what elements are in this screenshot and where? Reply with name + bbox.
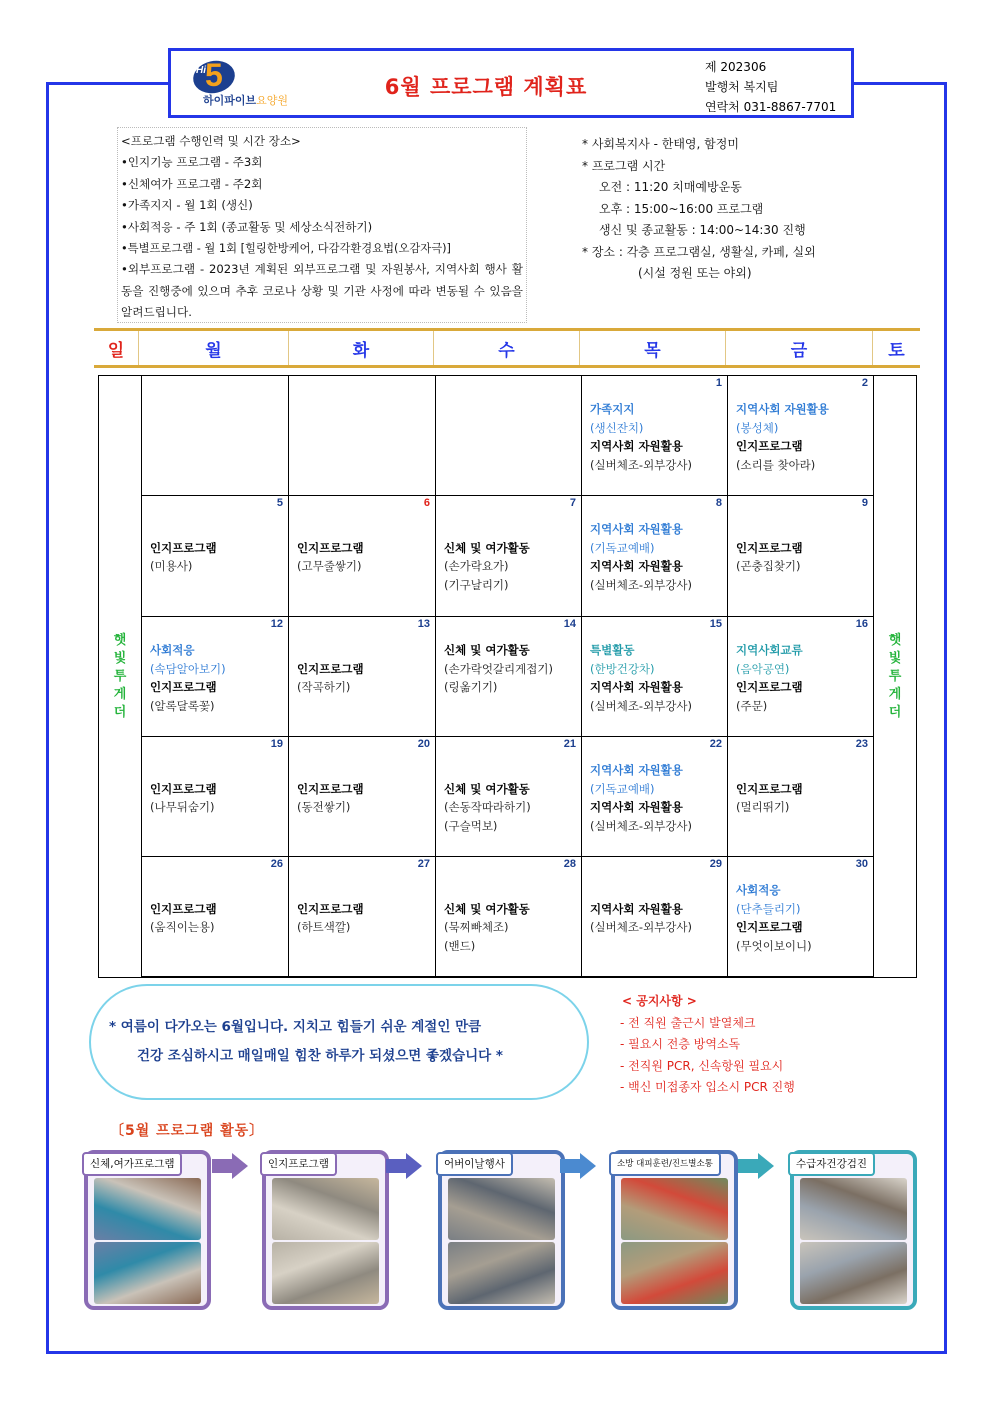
calendar-day-cell bbox=[289, 737, 436, 857]
program-detail: (밴드) bbox=[444, 938, 476, 953]
activity-photo bbox=[94, 1242, 201, 1304]
program-detail: (나무뒤숨기) bbox=[150, 800, 215, 814]
activity-photo bbox=[448, 1178, 555, 1240]
program-detail: (손가락엇갈리게접기) bbox=[444, 661, 553, 676]
program-name: 지역사회 자원활용 bbox=[590, 800, 683, 814]
activity-card bbox=[84, 1150, 211, 1310]
external-program-note: •외부프로그램 - 2023년 계획된 외부프로그램 및 자원봉사, 지역사회 행사 활동을 진행중에 있으며 추후 코로나 상황 및 기관 사정에 따라 변동될 수 있음을 알려드립니다. bbox=[121, 262, 523, 320]
calendar-day-cell bbox=[142, 496, 289, 617]
doc-publisher: 발행처 복지팀 bbox=[705, 80, 779, 94]
program-detail bbox=[736, 761, 873, 780]
program-detail: (소리를 찾아라) bbox=[736, 457, 816, 472]
program-detail: (멀리뛰기) bbox=[736, 800, 790, 814]
logo-name: 하이파이브 bbox=[203, 94, 257, 107]
program-detail bbox=[444, 761, 581, 780]
program-detail: (생신잔치) bbox=[590, 420, 644, 435]
calendar-day-cell bbox=[582, 496, 728, 617]
program-detail bbox=[736, 520, 873, 539]
program-detail: (링옮기기) bbox=[444, 680, 498, 694]
program-detail: (하트색깔) bbox=[297, 920, 351, 934]
program-detail: (구슬먹보) bbox=[444, 818, 498, 833]
side-label-char: 햇 bbox=[113, 632, 127, 648]
staffing-info bbox=[117, 127, 527, 323]
activity-card bbox=[790, 1150, 917, 1310]
program-name: 지역사회 자원활용 bbox=[590, 522, 683, 536]
program-detail: (묵찌빠체조) bbox=[444, 920, 509, 934]
program-name: 지역사회 자원활용 bbox=[590, 763, 683, 777]
weekday-sun: 일 bbox=[94, 331, 139, 365]
program-detail: (실버체조-외부강사) bbox=[590, 818, 692, 833]
arrow-right-icon bbox=[560, 1153, 598, 1179]
staffing-item: •사회적응 - 주 1회 (종교활동 및 세상소식전하기) bbox=[121, 219, 373, 234]
calendar-day-cell bbox=[582, 737, 728, 857]
day-number: 1 bbox=[715, 377, 722, 389]
notice-item: - 전직원 PCR, 신속항원 필요시 bbox=[620, 1058, 784, 1073]
weekday-thu: 목 bbox=[580, 331, 726, 365]
message-line-1: * 여름이 다가오는 6월입니다. 지치고 힘들기 쉬운 계절인 만큼 bbox=[109, 1019, 482, 1035]
calendar-day-cell bbox=[582, 857, 728, 977]
calendar-day-cell bbox=[582, 376, 728, 496]
program-detail: (주문) bbox=[736, 698, 768, 713]
program-detail: (손가락요가) bbox=[444, 559, 509, 573]
day-number: 20 bbox=[417, 738, 430, 750]
program-detail: (곤충집찾기) bbox=[736, 559, 801, 573]
day-number: 7 bbox=[569, 497, 576, 509]
day-number: 13 bbox=[417, 618, 430, 630]
day-number: 30 bbox=[855, 858, 868, 870]
program-detail: (움직이는용) bbox=[150, 920, 215, 934]
program-detail: (음악공연) bbox=[736, 661, 790, 676]
notice-item: - 필요시 전층 방역소독 bbox=[620, 1037, 741, 1051]
header bbox=[168, 48, 854, 118]
program-detail bbox=[297, 761, 435, 780]
day-number: 26 bbox=[270, 858, 283, 870]
program-detail: (무엇이보이니) bbox=[736, 938, 812, 953]
day-number: 12 bbox=[270, 618, 283, 630]
program-detail: (기독교예배) bbox=[590, 540, 655, 555]
staffing-heading: <프로그램 수행인력 및 시간 장소> bbox=[121, 134, 301, 148]
notice-item: - 전 직원 출근시 발열체크 bbox=[620, 1015, 756, 1030]
doc-meta bbox=[705, 57, 836, 117]
notice-box bbox=[620, 991, 795, 1099]
program-detail bbox=[297, 641, 435, 660]
program-detail: (기독교예배) bbox=[590, 781, 655, 796]
program-name: 인지프로그램 bbox=[150, 680, 217, 694]
program-detail: (실버체조-외부강사) bbox=[590, 698, 692, 713]
day-number: 29 bbox=[709, 858, 722, 870]
time-heading: * 프로그램 시간 bbox=[582, 158, 666, 173]
side-label-char: 투 bbox=[113, 668, 127, 684]
time-am: 오전 : 11:20 치매예방운동 bbox=[599, 180, 742, 194]
program-name: 인지프로그램 bbox=[736, 680, 803, 694]
program-detail: (동전쌓기) bbox=[297, 800, 351, 814]
program-name: 인지프로그램 bbox=[297, 661, 364, 676]
notice-item: - 백신 미접종자 입소시 PCR 진행 bbox=[620, 1080, 795, 1094]
activity-card bbox=[438, 1150, 565, 1310]
calendar-day-cell bbox=[436, 737, 582, 857]
staffing-item: •특별프로그램 - 월 1회 [힐링한방케어, 다감각환경요법(오감자극)] bbox=[121, 242, 451, 256]
calendar-day-cell bbox=[142, 857, 289, 977]
arrow-right-icon bbox=[212, 1153, 250, 1179]
weekday-sat: 토 bbox=[888, 340, 905, 361]
calendar-day-cell bbox=[728, 617, 874, 737]
program-name: 특별활동 bbox=[590, 643, 635, 657]
activity-photo bbox=[800, 1178, 907, 1240]
weekday-mon: 월 bbox=[139, 331, 289, 365]
page-title: 6월 프로그램 계획표 bbox=[384, 75, 588, 99]
calendar-day-cell bbox=[728, 496, 874, 617]
calendar-day-cell bbox=[728, 857, 874, 977]
program-name: 인지프로그램 bbox=[150, 901, 217, 916]
program-detail bbox=[444, 881, 581, 900]
program-detail: (작곡하기) bbox=[297, 680, 351, 694]
calendar-day-cell bbox=[436, 496, 582, 617]
side-label-char: 햇 bbox=[888, 632, 902, 648]
staffing-item: •신체여가 프로그램 - 주2회 bbox=[121, 176, 263, 191]
program-detail: (고무줄쌓기) bbox=[297, 559, 362, 573]
program-name: 신체 및 여가활동 bbox=[444, 901, 530, 916]
program-detail bbox=[297, 881, 435, 900]
day-number: 21 bbox=[563, 738, 576, 750]
activity-photo bbox=[94, 1178, 201, 1240]
program-name: 인지프로그램 bbox=[150, 540, 217, 555]
activity-card-label: 신체,여가프로그램 bbox=[82, 1152, 182, 1176]
social-workers: * 사회복지사 - 한태영, 함정미 bbox=[582, 137, 739, 151]
weekday-header bbox=[94, 328, 920, 368]
calendar-day-cell bbox=[289, 617, 436, 737]
calendar-day-cell bbox=[289, 376, 436, 496]
activity-photo bbox=[800, 1242, 907, 1304]
weekday-fri: 금 bbox=[726, 331, 873, 365]
day-number: 22 bbox=[709, 738, 722, 750]
side-label-char: 빛 bbox=[113, 650, 127, 666]
program-name: 신체 및 여가활동 bbox=[444, 643, 530, 657]
day-number: 8 bbox=[715, 497, 722, 509]
side-label-char: 빛 bbox=[888, 650, 902, 666]
arrow-right-icon bbox=[738, 1153, 776, 1179]
calendar-day-cell bbox=[728, 737, 874, 857]
program-name: 지역사회 자원활용 bbox=[590, 680, 683, 694]
day-number: 15 bbox=[709, 618, 722, 630]
program-name: 신체 및 여가활동 bbox=[444, 781, 530, 796]
program-detail: (단추들리기) bbox=[736, 901, 801, 916]
place: * 장소 : 각층 프로그램실, 생활실, 카페, 실외 bbox=[582, 244, 816, 259]
program-name: 지역사회교류 bbox=[736, 643, 803, 657]
time-birthday: 생신 및 종교활동 : 14:00~14:30 진행 bbox=[599, 223, 806, 237]
program-info bbox=[582, 134, 816, 285]
arrow-right-icon bbox=[386, 1153, 424, 1179]
program-name: 지역사회 자원활용 bbox=[590, 439, 683, 453]
activity-photo bbox=[621, 1178, 728, 1240]
calendar-day-cell bbox=[289, 496, 436, 617]
activity-card-label: 수급자건강검진 bbox=[788, 1152, 875, 1176]
program-name: 신체 및 여가활동 bbox=[444, 540, 530, 555]
day-number: 19 bbox=[270, 738, 283, 750]
program-detail: (실버체조-외부강사) bbox=[590, 457, 692, 472]
day-number: 28 bbox=[563, 858, 576, 870]
day-number: 2 bbox=[861, 377, 868, 389]
weekday-tue: 화 bbox=[289, 331, 434, 365]
program-detail bbox=[150, 761, 288, 780]
activities-title: 〔5월 프로그램 활동〕 bbox=[110, 1123, 265, 1139]
day-number: 6 bbox=[423, 497, 430, 509]
message-line-2: 건강 조심하시고 매일매일 힘찬 하루가 되셨으면 좋겠습니다 * bbox=[137, 1048, 503, 1064]
program-name: 인지프로그램 bbox=[736, 439, 803, 453]
doc-contact: 연락처 031-8867-7701 bbox=[705, 100, 837, 114]
activity-card-label: 인지프로그램 bbox=[260, 1152, 337, 1176]
program-detail bbox=[590, 881, 727, 900]
monthly-message bbox=[89, 984, 589, 1100]
weekday-wed: 수 bbox=[434, 331, 580, 365]
day-number: 23 bbox=[855, 738, 868, 750]
doc-number: 제 202306 bbox=[705, 60, 767, 74]
program-detail: (미용사) bbox=[150, 559, 193, 573]
logo-sub: 요양원 bbox=[256, 94, 289, 107]
program-detail: (손동작따라하기) bbox=[444, 800, 531, 814]
activity-photo bbox=[272, 1178, 379, 1240]
program-name: 가족지지 bbox=[590, 402, 635, 416]
side-label-char: 게 bbox=[113, 686, 127, 702]
activity-photo bbox=[272, 1242, 379, 1304]
program-name: 인지프로그램 bbox=[736, 781, 803, 796]
program-detail bbox=[297, 520, 435, 539]
program-name: 인지프로그램 bbox=[297, 781, 364, 796]
day-number: 27 bbox=[417, 858, 430, 870]
calendar-day-cell bbox=[142, 376, 289, 496]
facility-logo: Hi 5 하이파이브요양원 bbox=[193, 61, 308, 107]
program-name: 인지프로그램 bbox=[297, 901, 364, 916]
side-label-char: 더 bbox=[113, 704, 127, 720]
program-detail bbox=[150, 881, 288, 900]
day-number: 16 bbox=[855, 618, 868, 630]
calendar-day-cell bbox=[142, 617, 289, 737]
calendar-day-cell bbox=[289, 857, 436, 977]
program-name: 인지프로그램 bbox=[736, 920, 803, 934]
day-number: 5 bbox=[276, 497, 283, 509]
program-detail: (실버체조-외부강사) bbox=[590, 920, 692, 934]
time-pm: 오후 : 15:00~16:00 프로그램 bbox=[599, 201, 764, 216]
calendar-day-cell bbox=[436, 617, 582, 737]
calendar-day-cell bbox=[142, 737, 289, 857]
program-name: 사회적응 bbox=[736, 883, 781, 897]
program-detail: (실버체조-외부강사) bbox=[590, 577, 692, 592]
program-name: 사회적응 bbox=[150, 643, 195, 657]
side-label-char: 더 bbox=[888, 704, 902, 720]
program-detail: (기구날리기) bbox=[444, 577, 509, 592]
calendar-day-cell bbox=[582, 617, 728, 737]
calendar-day-cell bbox=[728, 376, 874, 496]
side-label-char: 투 bbox=[888, 668, 902, 684]
side-label-saturday bbox=[873, 376, 916, 977]
activity-photo bbox=[448, 1242, 555, 1304]
program-name: 지역사회 자원활용 bbox=[590, 559, 683, 573]
activity-card bbox=[262, 1150, 389, 1310]
activity-photo bbox=[621, 1242, 728, 1304]
program-name: 지역사회 자원활용 bbox=[590, 901, 683, 916]
side-label-char: 게 bbox=[888, 686, 902, 702]
place-detail: (시설 정원 또는 야외) bbox=[638, 266, 752, 280]
day-number: 14 bbox=[563, 618, 576, 630]
notice-title: < 공지사항 > bbox=[622, 994, 697, 1008]
calendar-day-cell bbox=[436, 857, 582, 977]
staffing-item: •인지기능 프로그램 - 주3회 bbox=[121, 155, 263, 170]
activity-card-label: 소방 대피훈련/진드별소통 bbox=[609, 1152, 721, 1176]
activity-card bbox=[611, 1150, 738, 1310]
side-label-sunday bbox=[99, 376, 142, 977]
program-detail: (속담알아보기) bbox=[150, 661, 226, 676]
staffing-item: •가족지지 - 월 1회 (생신) bbox=[121, 198, 253, 213]
program-name: 인지프로그램 bbox=[150, 781, 217, 796]
program-detail: (봉성체) bbox=[736, 420, 779, 435]
program-detail: (알록달록꽃) bbox=[150, 698, 215, 713]
program-detail bbox=[150, 520, 288, 539]
program-detail bbox=[444, 520, 581, 539]
activity-card-label: 어버이날행사 bbox=[436, 1152, 513, 1176]
program-detail: (한방건강차) bbox=[590, 661, 655, 676]
program-name: 인지프로그램 bbox=[297, 540, 364, 555]
program-name: 지역사회 자원활용 bbox=[736, 402, 829, 416]
day-number: 9 bbox=[861, 497, 868, 509]
program-name: 인지프로그램 bbox=[736, 540, 803, 555]
calendar-day-cell bbox=[436, 376, 582, 496]
calendar-grid bbox=[98, 375, 917, 978]
